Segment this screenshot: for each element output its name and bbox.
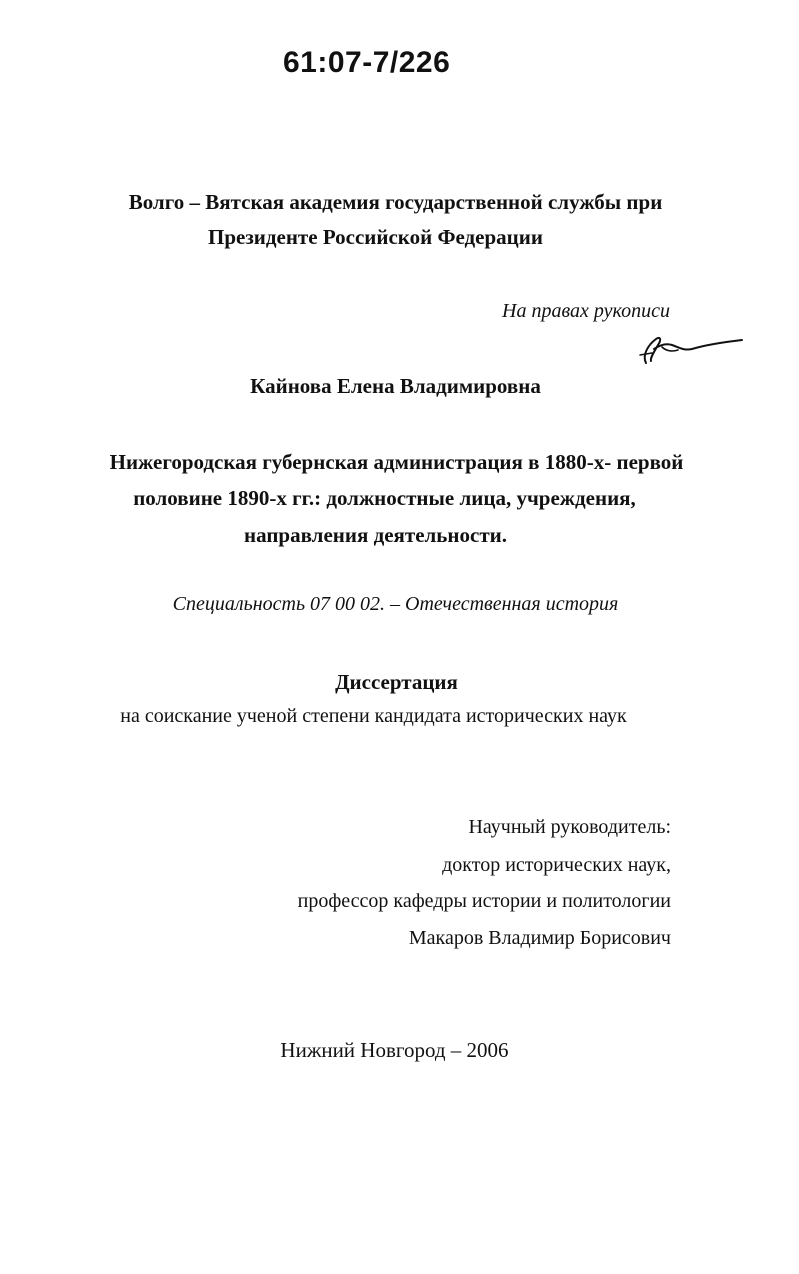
institution-line-2: Президенте Российской Федерации bbox=[208, 225, 543, 249]
city-year: Нижний Новгород – 2006 bbox=[280, 1038, 509, 1062]
supervisor-label: Научный руководитель: bbox=[468, 816, 671, 838]
dissertation-title-line-3: направления деятельности. bbox=[244, 523, 507, 547]
degree-line: на соискание ученой степени кандидата исторических наук bbox=[120, 705, 627, 727]
supervisor-position: профессор кафедры истории и политологии bbox=[297, 890, 671, 912]
supervisor-degree: доктор исторических наук, bbox=[442, 854, 671, 876]
work-type: Диссертация bbox=[335, 670, 458, 694]
author-name: Кайнова Елена Владимировна bbox=[250, 374, 541, 398]
catalog-number: 61:07-7/226 bbox=[283, 46, 451, 79]
dissertation-title-line-1: Нижегородская губернская администрация в 1880-х- первой bbox=[109, 450, 684, 474]
institution-line-1: Волго – Вятская академия государственной службы при bbox=[128, 190, 663, 214]
supervisor-name: Макаров Владимир Борисович bbox=[408, 927, 671, 949]
dissertation-title-line-2: половине 1890-х гг.: должностные лица, учреждения, bbox=[133, 486, 636, 510]
manuscript-note: На правах рукописи bbox=[502, 300, 670, 322]
specialty: Специальность 07 00 02. – Отечественная история bbox=[172, 593, 619, 615]
signature-icon bbox=[632, 325, 747, 370]
